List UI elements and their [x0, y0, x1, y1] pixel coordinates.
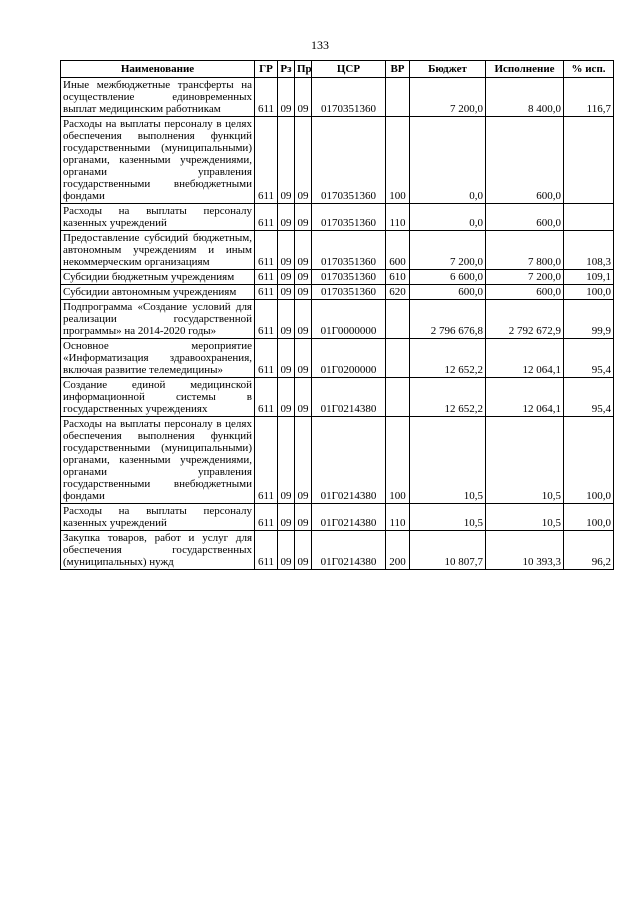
row-csr: 01Г0200000	[312, 339, 386, 378]
row-name: Создание единой медицинской информационной системы в государственных учреждениях	[61, 378, 255, 417]
row-execution: 10,5	[486, 417, 564, 504]
budget-table	[60, 60, 614, 570]
row-name: Закупка товаров, работ и услуг для обеспечения государственных (муниципальных) нужд	[61, 531, 255, 570]
row-execution: 7 800,0	[486, 231, 564, 270]
row-vr: 100	[386, 417, 410, 504]
table-row	[61, 504, 614, 531]
table-row	[61, 378, 614, 417]
col-header-execution: Исполнение	[486, 61, 564, 78]
row-vr	[386, 78, 410, 117]
row-budget: 2 796 676,8	[410, 300, 486, 339]
table-row	[61, 339, 614, 378]
row-csr: 01Г0214380	[312, 417, 386, 504]
row-csr: 0170351360	[312, 117, 386, 204]
row-vr: 100	[386, 117, 410, 204]
row-gr: 611	[255, 231, 278, 270]
row-percent	[564, 204, 614, 231]
row-budget: 600,0	[410, 285, 486, 300]
row-pr: 09	[295, 417, 312, 504]
row-percent	[564, 117, 614, 204]
row-budget: 12 652,2	[410, 378, 486, 417]
row-rz: 09	[278, 531, 295, 570]
row-rz: 09	[278, 300, 295, 339]
row-pr: 09	[295, 285, 312, 300]
row-csr: 0170351360	[312, 285, 386, 300]
row-rz: 09	[278, 231, 295, 270]
row-vr: 110	[386, 504, 410, 531]
table-row	[61, 231, 614, 270]
row-budget: 10,5	[410, 504, 486, 531]
row-percent: 100,0	[564, 504, 614, 531]
row-percent: 99,9	[564, 300, 614, 339]
row-csr: 0170351360	[312, 231, 386, 270]
row-name: Расходы на выплаты персоналу казенных учреждений	[61, 504, 255, 531]
row-gr: 611	[255, 285, 278, 300]
col-header-budget: Бюджет	[410, 61, 486, 78]
row-rz: 09	[278, 504, 295, 531]
row-name: Субсидии бюджетным учреждениям	[61, 270, 255, 285]
row-csr: 01Г0214380	[312, 378, 386, 417]
row-name: Предоставление субсидий бюджетным, автономным учреждениям и иным некоммерческим организациям	[61, 231, 255, 270]
row-percent: 95,4	[564, 378, 614, 417]
row-csr: 0170351360	[312, 78, 386, 117]
row-pr: 09	[295, 204, 312, 231]
table-row	[61, 531, 614, 570]
row-pr: 09	[295, 300, 312, 339]
row-pr: 09	[295, 231, 312, 270]
row-execution: 10,5	[486, 504, 564, 531]
row-execution: 10 393,3	[486, 531, 564, 570]
table-row	[61, 78, 614, 117]
row-pr: 09	[295, 339, 312, 378]
row-vr	[386, 300, 410, 339]
row-percent: 95,4	[564, 339, 614, 378]
row-gr: 611	[255, 204, 278, 231]
table-row	[61, 117, 614, 204]
col-header-pr: Пр	[295, 61, 312, 78]
page-number: 133	[311, 38, 329, 52]
col-header-gr: ГР	[255, 61, 278, 78]
row-pr: 09	[295, 531, 312, 570]
row-rz: 09	[278, 270, 295, 285]
row-gr: 611	[255, 270, 278, 285]
row-csr: 01Г0214380	[312, 504, 386, 531]
row-vr: 110	[386, 204, 410, 231]
row-percent: 96,2	[564, 531, 614, 570]
row-budget: 10 807,7	[410, 531, 486, 570]
col-header-csr: ЦСР	[312, 61, 386, 78]
table-row	[61, 270, 614, 285]
col-header-vr: ВР	[386, 61, 410, 78]
row-name: Расходы на выплаты персоналу в целях обеспечения выполнения функций государственными (муниципальными) органами, казенными учреждениями, органами управления государственными внебюджетными фондами	[61, 117, 255, 204]
row-budget: 10,5	[410, 417, 486, 504]
row-budget: 0,0	[410, 204, 486, 231]
row-budget: 7 200,0	[410, 78, 486, 117]
row-gr: 611	[255, 378, 278, 417]
row-execution: 600,0	[486, 204, 564, 231]
row-csr: 01Г0214380	[312, 531, 386, 570]
table-row	[61, 300, 614, 339]
row-percent: 109,1	[564, 270, 614, 285]
row-name: Иные межбюджетные трансферты на осуществление единовременных выплат медицинским работникам	[61, 78, 255, 117]
row-rz: 09	[278, 204, 295, 231]
row-vr: 600	[386, 231, 410, 270]
row-pr: 09	[295, 78, 312, 117]
table-header-row	[61, 61, 614, 78]
row-rz: 09	[278, 285, 295, 300]
col-header-name: Наименование	[61, 61, 255, 78]
row-csr: 0170351360	[312, 204, 386, 231]
row-csr: 0170351360	[312, 270, 386, 285]
row-rz: 09	[278, 78, 295, 117]
row-budget: 6 600,0	[410, 270, 486, 285]
row-name: Расходы на выплаты персоналу казенных учреждений	[61, 204, 255, 231]
row-percent: 100,0	[564, 285, 614, 300]
row-rz: 09	[278, 117, 295, 204]
col-header-rz: Рз	[278, 61, 295, 78]
row-percent: 116,7	[564, 78, 614, 117]
row-execution: 2 792 672,9	[486, 300, 564, 339]
row-vr: 200	[386, 531, 410, 570]
row-gr: 611	[255, 417, 278, 504]
row-execution: 8 400,0	[486, 78, 564, 117]
row-execution: 12 064,1	[486, 378, 564, 417]
row-csr: 01Г0000000	[312, 300, 386, 339]
col-header-percent: % исп.	[564, 61, 614, 78]
row-pr: 09	[295, 117, 312, 204]
row-pr: 09	[295, 504, 312, 531]
row-budget: 12 652,2	[410, 339, 486, 378]
row-pr: 09	[295, 378, 312, 417]
row-budget: 0,0	[410, 117, 486, 204]
row-name: Субсидии автономным учреждениям	[61, 285, 255, 300]
row-vr: 610	[386, 270, 410, 285]
row-budget: 7 200,0	[410, 231, 486, 270]
table-row	[61, 204, 614, 231]
row-vr: 620	[386, 285, 410, 300]
row-gr: 611	[255, 504, 278, 531]
row-name: Подпрограмма «Создание условий для реализации государственной программы» на 2014-2020 годы»	[61, 300, 255, 339]
row-pr: 09	[295, 270, 312, 285]
row-gr: 611	[255, 531, 278, 570]
row-execution: 600,0	[486, 117, 564, 204]
table-body	[61, 78, 614, 570]
row-rz: 09	[278, 417, 295, 504]
row-gr: 611	[255, 300, 278, 339]
row-name: Основное мероприятие «Информатизация здравоохранения, включая развитие телемедицины»	[61, 339, 255, 378]
row-gr: 611	[255, 117, 278, 204]
row-percent: 100,0	[564, 417, 614, 504]
row-execution: 7 200,0	[486, 270, 564, 285]
row-percent: 108,3	[564, 231, 614, 270]
row-rz: 09	[278, 378, 295, 417]
row-name: Расходы на выплаты персоналу в целях обеспечения выполнения функций государственными (муниципальными) органами, казенными учреждениями, органами управления государственными внебюджетными фондами	[61, 417, 255, 504]
table-row	[61, 285, 614, 300]
table-row	[61, 417, 614, 504]
row-vr	[386, 378, 410, 417]
row-gr: 611	[255, 78, 278, 117]
row-rz: 09	[278, 339, 295, 378]
row-vr	[386, 339, 410, 378]
row-execution: 12 064,1	[486, 339, 564, 378]
row-gr: 611	[255, 339, 278, 378]
row-execution: 600,0	[486, 285, 564, 300]
